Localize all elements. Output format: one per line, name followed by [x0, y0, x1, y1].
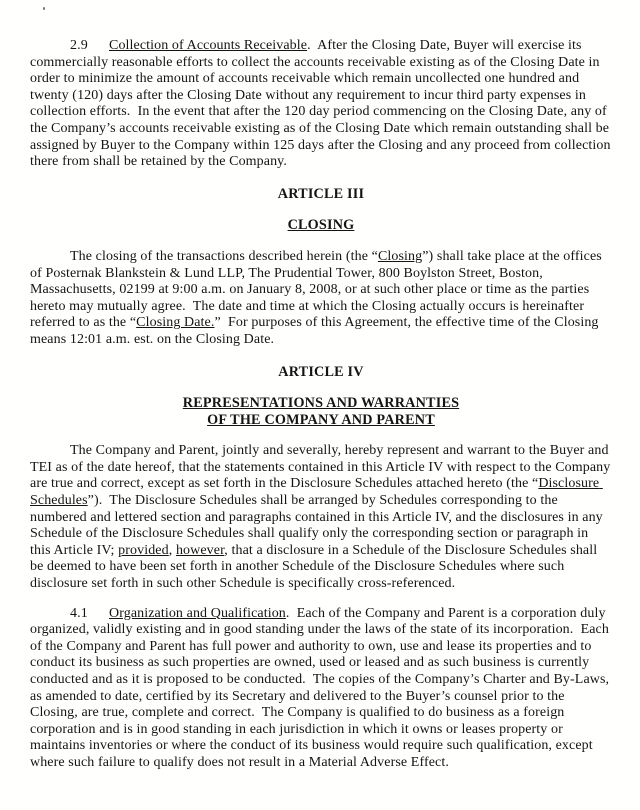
- reps-warranties-paragraph: [30, 443, 612, 592]
- scan-artifact: [43, 7, 45, 10]
- reps-warranties-heading: [30, 395, 612, 428]
- reps-text-1: The Company and Parent, jointly and severally, hereby represent and warrant to the Buyer and TEI as of the date hereof, that the statements contained in this Article IV with respect to the Company are true and correct, except as set forth in the Disclosure Schedules attached hereto (the “: [30, 443, 614, 492]
- disclosure-schedules-defined-term: Disclosure Schedules: [30, 476, 603, 509]
- section-4-1-number: 4.1: [70, 605, 88, 621]
- reps-warranties-heading-line2: OF THE COMPANY AND PARENT: [207, 411, 435, 428]
- reps-text-2: ”). The Disclosure Schedules shall be arranged by Schedules corresponding to the numbered and lettered section and paragraphs contained in this Article IV, and the disclosures in any Schedule of the Disclosure Schedules shall qualify only the corresponding section or paragraph in this Article IV;: [30, 493, 607, 558]
- closing-heading-text: CLOSING: [287, 217, 355, 234]
- closing-date-defined-term: Closing Date.: [136, 315, 215, 331]
- article-iv-heading: ARTICLE IV: [278, 363, 364, 380]
- section-2-9-body: . After the Closing Date, Buyer will exercise its commercially reasonable efforts to collect the accounts receivable existing as of the Closing Date in order to minimize the amount of accounts receivable which remain uncollected one hundred and twenty (120) days after the Closing Date without any requirement to incur third party expenses in collection efforts. In the event that after the 120 day period commencing on the Closing Date, any of the Company’s accounts receivable existing as of the Closing Date which remain outstanding shall be assigned by Buyer to the Company within 125 days after the Closing and any proceed from collection there from shall be retained by the Company.: [30, 38, 615, 170]
- closing-text-1: The closing of the transactions described herein (the “: [70, 248, 378, 264]
- reps-text-4: , that a disclosure in a Schedule of the Disclosure Schedules shall be deemed to have been set forth in another Schedule of the Disclosure Schedules where such disclosure set forth in such other Schedule is specifically cross-referenced.: [30, 542, 601, 592]
- reps-warranties-heading-line1: REPRESENTATIONS AND WARRANTIES: [182, 395, 460, 412]
- section-4-1-paragraph: [30, 606, 612, 772]
- closing-text-3: ” For purposes of this Agreement, the effective time of the Closing means 12:01 a.m. est. on the Closing Date.: [30, 315, 603, 347]
- closing-defined-term: Closing: [377, 248, 423, 264]
- section-2-9-number: 2.9: [70, 38, 88, 53]
- section-2-9-paragraph: [30, 38, 615, 171]
- however-term: however: [175, 542, 225, 558]
- closing-text-2: ”) shall take place at the offices of Posternak Blankstein & Lund LLP, The Prudential Tower, 800 Boylston Street, Boston, Massachusetts, 02199 at 9:00 a.m. on January 8, 2008, or at such other place or time as the parties hereto may mutually agree. The date and time at which the Closing actually occurs is hereinafter referred to as the “: [30, 248, 606, 331]
- closing-heading: [30, 217, 612, 234]
- article-iii-heading: ARTICLE III: [277, 185, 365, 202]
- closing-paragraph: [30, 249, 612, 349]
- section-2-9-title: Collection of Accounts Receivable: [109, 38, 308, 53]
- section-4-1-body: . Each of the Company and Parent is a corporation duly organized, validly existing and in good standing under the laws of the state of its incorporation. Each of the Company and Parent has full power and authority to own, use and lease its properties and to conduct its business as such properties are owned, used or leased and as such business is currently conducted and as it is proposed to be conducted. The copies of the Company’s Charter and By-Laws, as amended to date, certified by its Secretary and delivered to the Buyer’s counsel prior to the Closing, are true, complete and correct. The Company is qualified to do business as a foreign corporation and is in good standing in each jurisdiction in which it owns or leases property or maintains inventories or where the conduct of its business would require such qualification, except where such failure to qualify does not result in a Material Adverse Effect.: [30, 605, 613, 770]
- reps-text-3: ,: [168, 542, 176, 558]
- section-4-1-title: Organization and Qualification: [109, 605, 286, 621]
- provided-term: provided: [118, 542, 169, 558]
